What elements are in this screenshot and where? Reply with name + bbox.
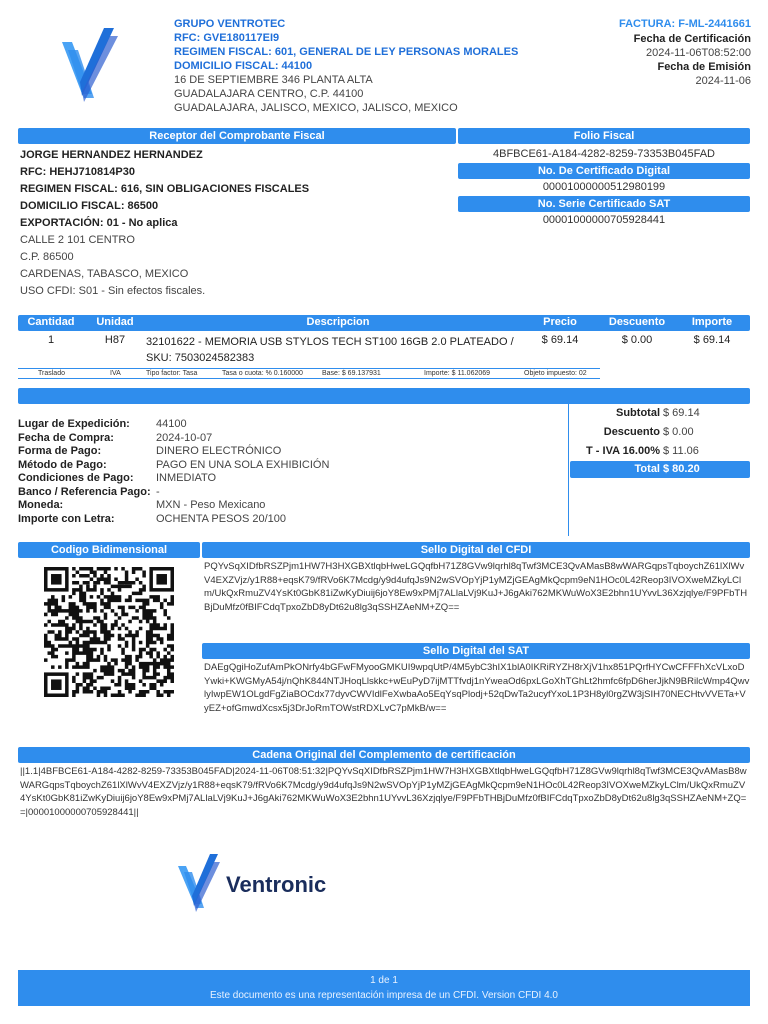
issuer-domicilio: DOMICILIO FISCAL: 44100 — [174, 60, 313, 72]
cadena-text: ||1.1|4BFBCE61-A184-4282-8259-73353B045FAD|2024-11-06T08:51:32|PQYvSqXIDfbRSZPjm1HW7H3HXGBXtlqbHweLGQqfbH71Z8GVw9lqrhl8qTwf3MCE3QvAMasB8wWARGqpsTqboychZ61lXlWvV4EXZVjz/y1R88+eqsK79/fRVo6K7Mcdg/y9d4ufqJs9N2wSVOpYjP1yMZjGEAgMkQcpm9eN1HOc0L42Reop3IVOXweMZkyLClm/UkQxRmuZV4YsKt0GbK81iZwKyDiuij6joY8Ew9xPMj7ALlaLVj9KuJ+J6gAki762MKWuWoX3E2bhn1UYvvL36Xzjqlye/F9PFbTHBjDuMfz0fBIFCdqTpxoZbD8yDt62u8lg3qSSHZAeNM+ZQ==|00001000000705928441|| — [20, 766, 747, 818]
total-bar — [570, 461, 750, 478]
fecha-label: Fecha de Compra: — [18, 431, 114, 444]
banco-label: Banco / Referencia Pago: — [18, 485, 151, 498]
descuento-value: $ 0.00 — [663, 426, 694, 438]
cfdi-seal-header: Sello Digital del CFDI — [202, 542, 750, 558]
row-descripcion-1: 32101622 - MEMORIA USB STYLOS TECH ST100 16GB 2.0 PLATEADO / — [146, 336, 514, 348]
details-values — [156, 418, 416, 526]
footer-note: Este documento es una representación impresa de un CFDI. Version CFDI 4.0 — [210, 990, 558, 1001]
issue-date-label: Fecha de Emisión — [657, 61, 751, 73]
condiciones-value: INMEDIATO — [156, 472, 217, 484]
tax-tipo: Tipo factor: Tasa — [146, 370, 198, 377]
sat-seal-header: Sello Digital del SAT — [202, 643, 750, 659]
moneda-label: Moneda: — [18, 499, 64, 511]
folio-value: 4BFBCE61-A184-4282-8259-73353B045FAD — [493, 148, 715, 160]
sat-serial-header: No. Serie Certificado SAT — [458, 196, 750, 212]
col-descuento: Descuento — [608, 316, 666, 328]
cadena-header: Cadena Original del Complemento de certificación — [18, 747, 750, 763]
issuer-address-1: 16 DE SEPTIEMBRE 346 PLANTA ALTA — [174, 74, 373, 86]
cert-date-value: 2024-11-06T08:52:00 — [646, 47, 751, 59]
totals-divider — [568, 404, 569, 536]
brand-logo-icon — [176, 852, 222, 914]
cert-number-value: 00001000000512980199 — [542, 181, 666, 193]
issue-date-value: 2024-11-06 — [695, 75, 751, 87]
metodo-value: PAGO EN UNA SOLA EXHIBICIÓN — [156, 458, 330, 471]
receptor-block — [20, 147, 450, 300]
tax-base: Base: $ 69.137931 — [322, 370, 381, 377]
col-unidad: Unidad — [96, 316, 134, 328]
table-row — [18, 333, 750, 367]
fecha-value: 2024-10-07 — [156, 431, 213, 444]
brand-logo — [176, 852, 376, 916]
condiciones-label: Condiciones de Pago: — [18, 472, 134, 484]
col-importe: Importe — [691, 316, 733, 328]
details-labels — [18, 418, 158, 526]
row-unidad: H87 — [104, 334, 126, 346]
col-descripcion: Descripcion — [306, 316, 370, 328]
row-descripcion-2: SKU: 7503024582383 — [146, 352, 255, 364]
cfdi-seal-text: PQYvSqXIDfbRSZPjm1HW7H3HXGBXtlqbHweLGQqfbH71Z8GVw9lqrhl8qTwf3MCE3QvAMasB8wWARGqpsTqboychZ61lXlWvV4EXZVjz/y1R88+eqsK79/fRVo6K7Mcdg/y9d4ufqJs9N2wSVOpYjP1yMZjGEAgMkQcpm9eN1HOc0L42Reop3IVOXweMZkyLClm/UkQxRmuZV4YsKt0GbK81iZwKyDiuij6joY8Ew9xPMj7ALlaLVj9KuJ+J6gAki762MKWuWoX3E2bhn1UYvvL36Xzjqlye/F9PFbTHBjDuMfz0fBIFCdqTpxoZbD8yDt62u8lg3qSSHZAeNM+ZQ== — [204, 561, 748, 613]
cert-date-label: Fecha de Certificación — [633, 33, 751, 45]
issuer-block — [174, 17, 554, 115]
row-descuento: $ 0.00 — [621, 334, 653, 346]
section-divider-bar — [18, 388, 750, 404]
receptor-address-3: CARDENAS, TABASCO, MEXICO — [20, 268, 189, 280]
col-cantidad: Cantidad — [27, 316, 75, 328]
tax-objeto: Objeto impuesto: 02 — [524, 370, 587, 377]
metodo-label: Método de Pago: — [18, 458, 107, 471]
tax-iva: IVA — [110, 370, 121, 377]
qr-code — [44, 567, 174, 697]
company-logo — [58, 24, 120, 106]
tax-row — [18, 368, 600, 379]
invoice-info — [531, 17, 751, 88]
subtotal-label: Subtotal — [616, 407, 660, 419]
issuer-regimen: REGIMEN FISCAL: 601, GENERAL DE LEY PERSONAS MORALES — [174, 46, 519, 58]
iva-value: $ 11.06 — [663, 445, 699, 457]
tax-traslado: Traslado — [38, 370, 65, 377]
row-cantidad: 1 — [47, 334, 55, 346]
row-importe: $ 69.14 — [693, 334, 731, 346]
footer-page: 1 de 1 — [370, 975, 398, 986]
issuer-address-3: GUADALAJARA, JALISCO, MEXICO, JALISCO, MEXICO — [174, 102, 458, 114]
iva-label: T - IVA 16.00% — [586, 445, 660, 457]
letra-value: OCHENTA PESOS 20/100 — [156, 512, 287, 525]
brand-name: Ventronic — [226, 872, 327, 897]
sat-serial-value: 00001000000705928441 — [542, 214, 666, 226]
letra-label: Importe con Letra: — [18, 512, 115, 525]
receptor-regimen: REGIMEN FISCAL: 616, SIN OBLIGACIONES FISCALES — [20, 183, 310, 195]
tax-tasa: Tasa o cuota: % 0.160000 — [222, 370, 303, 377]
receptor-domicilio: DOMICILIO FISCAL: 86500 — [20, 200, 159, 212]
receptor-address-1: CALLE 2 101 CENTRO — [20, 234, 135, 246]
folio-header: Folio Fiscal — [458, 128, 750, 144]
total-label: Total — [634, 463, 660, 475]
tax-importe: Importe: $ 11.062069 — [424, 370, 491, 377]
banco-value: - — [156, 485, 160, 498]
invoice-number: FACTURA: F-ML-2441661 — [618, 18, 751, 30]
descuento-label: Descuento — [603, 426, 660, 438]
issuer-name: GRUPO VENTROTEC — [174, 18, 286, 30]
qr-header: Codigo Bidimensional — [18, 542, 200, 558]
issuer-address-2: GUADALAJARA CENTRO, C.P. 44100 — [174, 88, 364, 100]
cert-number-header: No. De Certificado Digital — [458, 163, 750, 179]
lugar-label: Lugar de Expedición: — [18, 418, 130, 430]
total-value: $ 80.20 — [663, 463, 700, 475]
forma-label: Forma de Pago: — [18, 445, 102, 457]
receptor-exportacion: EXPORTACIÓN: 01 - No aplica — [20, 217, 178, 229]
lugar-value: 44100 — [156, 418, 187, 430]
issuer-rfc: RFC: GVE180117EI9 — [174, 32, 280, 44]
sat-seal-text: DAEgQgiHoZufAmPkONrfy4bGFwFMyooGMKUI9wpqUtP/4M5ybC3hIX1blA0IKRiRYZH8rXjV1hx851PQrfHYCwCFFFhXcVLxoDYwki+KWGMyA54j/nQhK844NTJHoqLlskkc+wEuPyD7ijMTTfvdj1nYweaOd6pxLGoXhTGhLt2hmfc6fpD6herJjkN9BRilcWmp4QwvlyIwpEW1OLgdFgZiaBOCdx77dyvCWVIdlFeXwbaAo5EqYsqPlodj+52qDwTa2ucyfYxoL1P3H8yl0rgZW3jSIH70NECHtvVVETa+VyEZ+ofGmwdXcsx5j3DrJoRmTOWstRDXLvC7pMkB/w== — [204, 662, 750, 714]
subtotal-value: $ 69.14 — [663, 407, 700, 419]
row-precio: $ 69.14 — [541, 334, 579, 346]
moneda-value: MXN - Peso Mexicano — [156, 499, 266, 511]
forma-value: DINERO ELECTRÓNICO — [156, 445, 282, 457]
footer-bar — [18, 970, 750, 1006]
receptor-name: JORGE HERNANDEZ HERNANDEZ — [20, 149, 203, 161]
receptor-uso-cfdi: USO CFDI: S01 - Sin efectos fiscales. — [20, 285, 206, 297]
col-precio: Precio — [543, 316, 577, 328]
receptor-header: Receptor del Comprobante Fiscal — [18, 128, 456, 144]
receptor-rfc: RFC: HEHJ710814P30 — [20, 166, 135, 178]
receptor-address-2: C.P. 86500 — [20, 251, 74, 263]
items-table-header — [18, 315, 750, 331]
